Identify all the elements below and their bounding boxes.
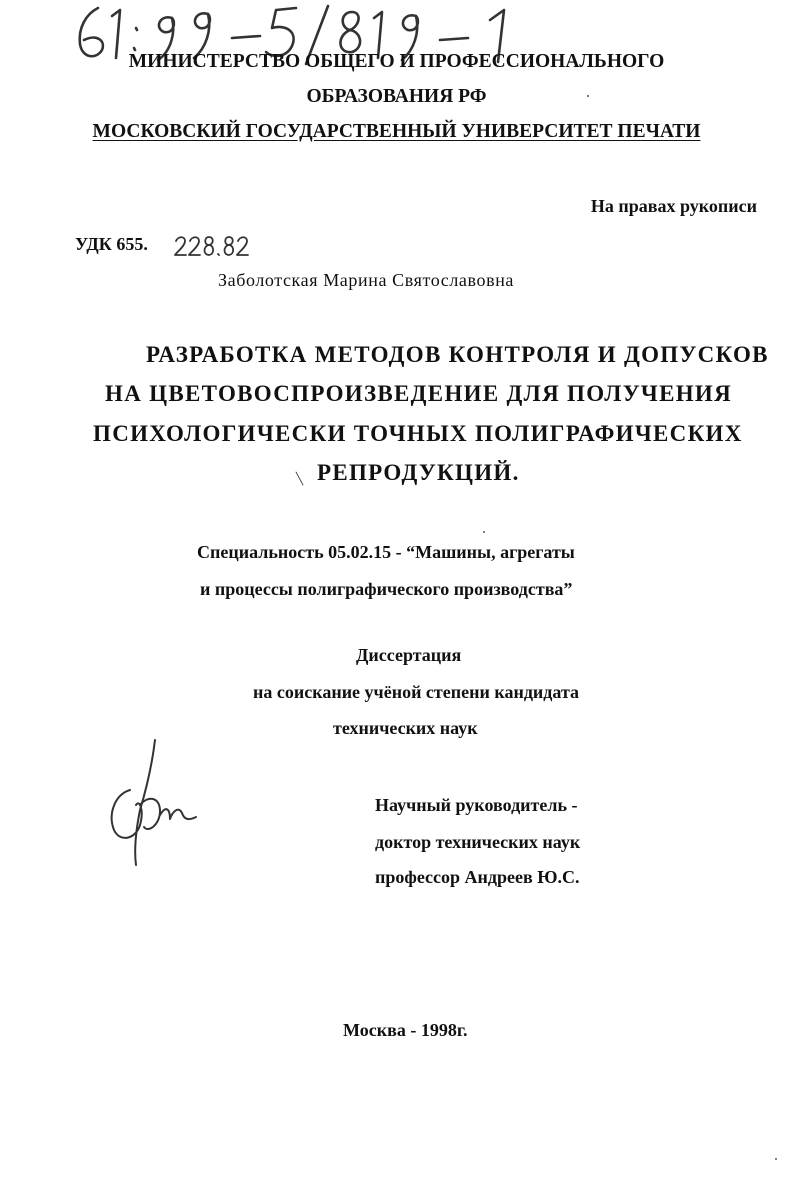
ministry-line-1: МИНИСТЕРСТВО ОБЩЕГО И ПРОФЕССИОНАЛЬНОГО	[128, 51, 665, 72]
scan-speck	[483, 531, 485, 533]
title-line-4: РЕПРОДУКЦИЙ.	[317, 460, 520, 485]
udk-code	[75, 234, 148, 255]
specialty-line-1: Специальность 05.02.15 - “Машины, агрегаты	[197, 542, 575, 562]
manuscript-note: На правах рукописи	[590, 196, 757, 216]
supervisor-line-1: Научный руководитель -	[375, 795, 578, 815]
supervisor-line-3: профессор Андреев Ю.С.	[375, 867, 580, 887]
udk-handwritten-suffix	[173, 233, 253, 259]
scan-mark	[294, 471, 306, 487]
thesis-degree: на соискание учёной степени кандидата	[253, 682, 580, 702]
place-year: Москва - 1998г.	[343, 1020, 468, 1040]
ministry-line-2: ОБРАЗОВАНИЯ РФ	[306, 86, 487, 107]
title-line-3: ПСИХОЛОГИЧЕСКИ ТОЧНЫХ ПОЛИГРАФИЧЕСКИХ	[93, 421, 743, 446]
udk-prefix: УДК 655.	[75, 234, 148, 254]
supervisor-line-2: доктор технических наук	[375, 832, 581, 852]
scan-speck	[587, 95, 589, 97]
title-line-1: РАЗРАБОТКА МЕТОДОВ КОНТРОЛЯ И ДОПУСКОВ	[146, 342, 769, 367]
thesis-field: технических наук	[333, 718, 478, 738]
thesis-label: Диссертация	[356, 645, 462, 665]
author-name: Заболотская Марина Святославовна	[218, 270, 515, 290]
title-line-2: НА ЦВЕТОВОСПРОИЗВЕДЕНИЕ ДЛЯ ПОЛУЧЕНИЯ	[105, 381, 732, 406]
university-name: МОСКОВСКИЙ ГОСУДАРСТВЕННЫЙ УНИВЕРСИТЕТ ПЕЧАТИ	[92, 121, 701, 142]
specialty-line-2: и процессы полиграфического производства”	[200, 579, 573, 599]
scan-speck	[775, 1158, 777, 1160]
signature	[100, 735, 210, 870]
